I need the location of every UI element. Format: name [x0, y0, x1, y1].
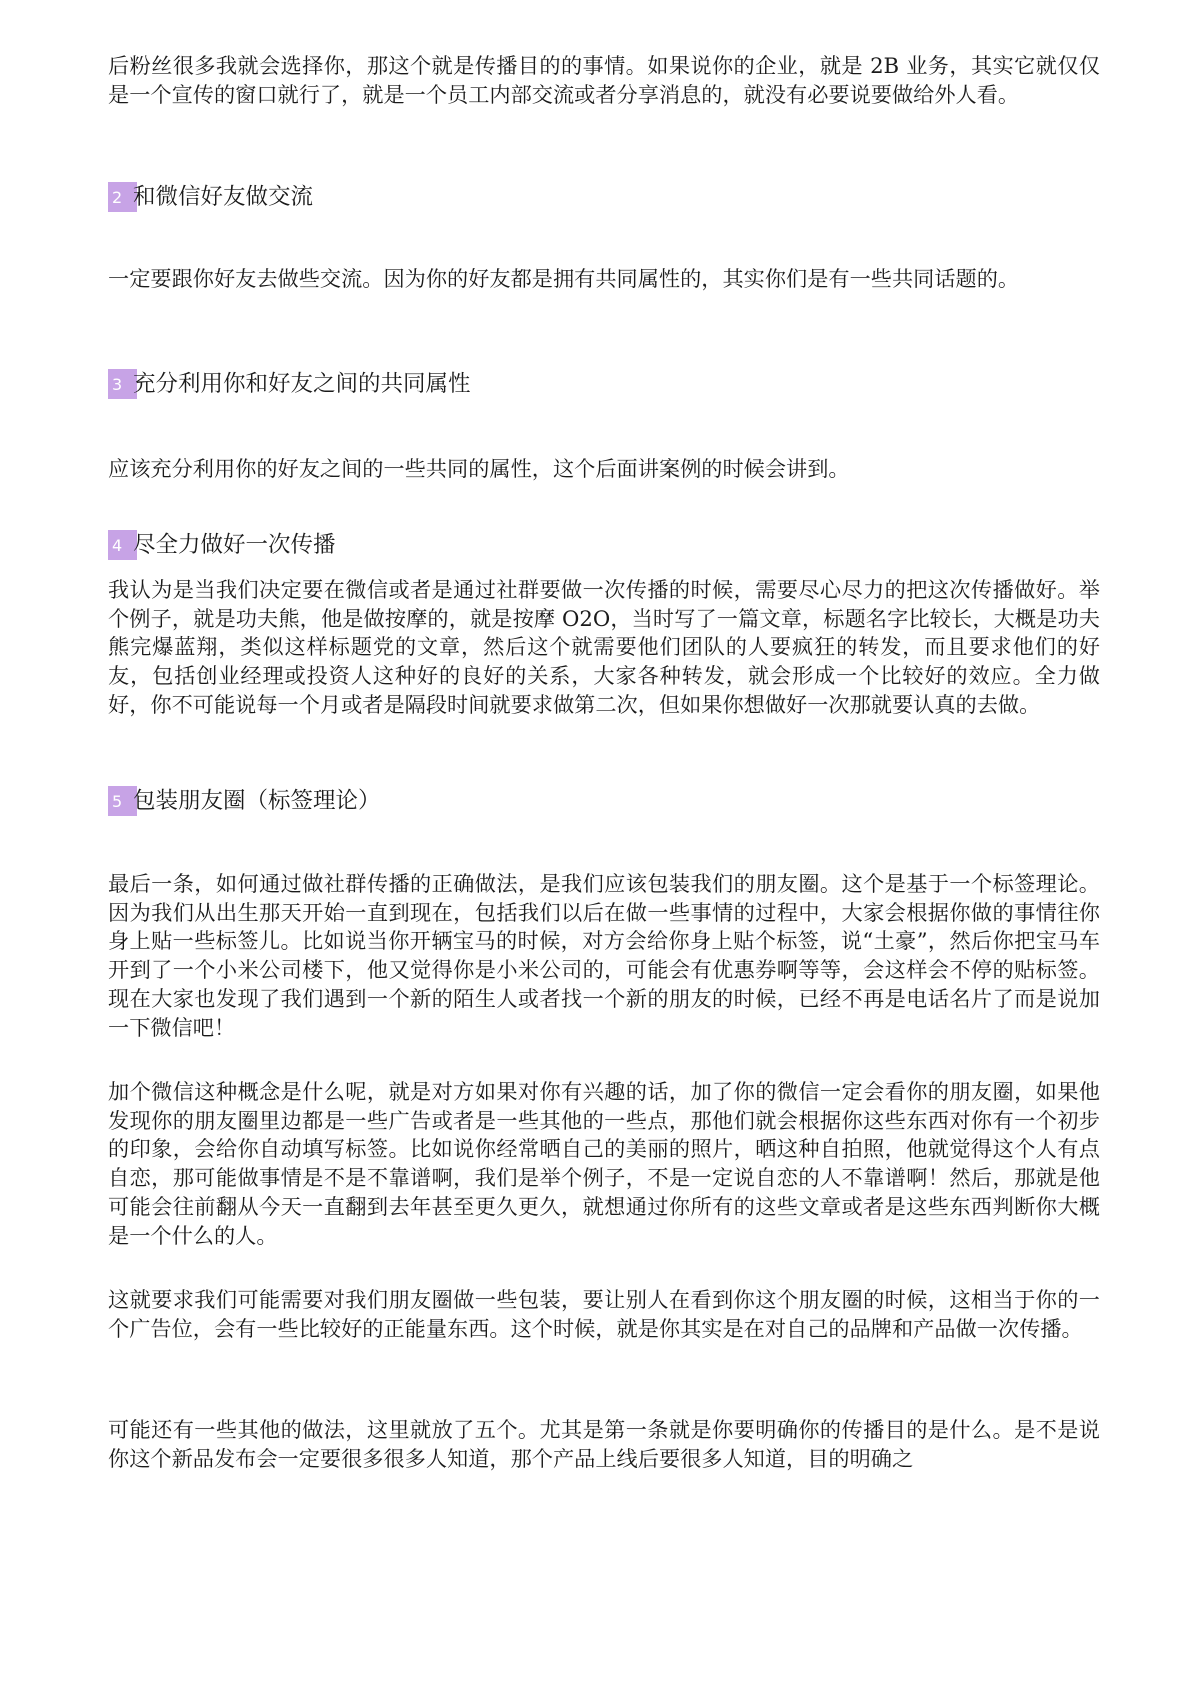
intro-paragraph: 后粉丝很多我就会选择你，那这个就是传播目的的事情。如果说你的企业，就是 2B 业务，其实它就仅仅是一个宣传的窗口就行了，就是一个员工内部交流或者分享消息的，就没有必要说要做给外人看。 — [108, 53, 1100, 107]
section-5-paragraph-1: 最后一条，如何通过做社群传播的正确做法，是我们应该包装我们的朋友圈。这个是基于一个标签理论。因为我们从出生那天开始一直到现在，包括我们以后在做一些事情的过程中，大家会根据你做的事情往你身上贴一些标签儿。比如说当你开辆宝马的时候，对方会给你身上贴个标签，说“土豪”，然后你把宝马车开到了一个小米公司楼下，他又觉得你是小米公司的，可能会有优惠券啊等等，会这样会不停的贴标签。现在大家也发现了我们遇到一个新的陌生人或者找一个新的朋友的时候，已经不再是电话名片了而是说加一下微信吧！ — [108, 871, 1100, 1040]
section-4-paragraph: 我认为是当我们决定要在微信或者是通过社群要做一次传播的时候，需要尽心尽力的把这次传播做好。举个例子，就是功夫熊，他是做按摩的，就是按摩 O2O，当时写了一篇文章，标题名字比较长，大概是功夫熊完爆蓝翔，类似这样标题党的文章，然后这个就需要他们团队的人要疯狂的转发，而且要求他们的好友，包括创业经理或投资人这种好的良好的关系，大家各种转发，就会形成一个比较好的效应。全力做好，你不可能说每一个月或者是隔段时间就要求做第二次，但如果你想做好一次那就要认真的去做。 — [108, 577, 1100, 717]
section-5-paragraph-4: 可能还有一些其他的做法，这里就放了五个。尤其是第一条就是你要明确你的传播目的是什么。是不是说你这个新品发布会一定要很多很多人知道，那个产品上线后要很多人知道，目的明确之 — [108, 1417, 1100, 1471]
section-3-paragraph: 应该充分利用你的好友之间的一些共同的属性，这个后面讲案例的时候会讲到。 — [108, 456, 850, 481]
section-number-badge: 2 — [108, 182, 137, 212]
section-5-paragraph-3: 这就要求我们可能需要对我们朋友圈做一些包装，要让别人在看到你这个朋友圈的时候，这相当于你的一个广告位，会有一些比较好的正能量东西。这个时候，就是你其实是在对自己的品牌和产品做一次传播。 — [108, 1287, 1100, 1341]
section-heading-4 — [108, 530, 336, 560]
section-title: 和微信好友做交流 — [133, 184, 314, 210]
section-heading-3 — [108, 369, 471, 399]
section-number-badge: 3 — [108, 369, 137, 399]
section-title: 尽全力做好一次传播 — [133, 532, 336, 558]
section-title: 充分利用你和好友之间的共同属性 — [133, 371, 471, 397]
section-heading-2 — [108, 182, 313, 212]
section-5-paragraph-2: 加个微信这种概念是什么呢，就是对方如果对你有兴趣的话，加了你的微信一定会看你的朋友圈，如果他发现你的朋友圈里边都是一些广告或者是一些其他的一些点，那他们就会根据你这些东西对你有一个初步的印象，会给你自动填写标签。比如说你经常晒自己的美丽的照片，晒这种自拍照，他就觉得这个人有点自恋，那可能做事情是不是不靠谱啊，我们是举个例子，不是一定说自恋的人不靠谱啊！然后，那就是他可能会往前翻从今天一直翻到去年甚至更久更久，就想通过你所有的这些文章或者是这些东西判断你大概是一个什么的人。 — [108, 1079, 1100, 1248]
section-2-paragraph: 一定要跟你好友去做些交流。因为你的好友都是拥有共同属性的，其实你们是有一些共同话题的。 — [108, 266, 1020, 291]
section-number-badge: 4 — [108, 530, 137, 560]
section-title: 包装朋友圈（标签理论） — [133, 788, 381, 814]
section-number-badge: 5 — [108, 786, 137, 816]
section-heading-5 — [108, 786, 381, 816]
